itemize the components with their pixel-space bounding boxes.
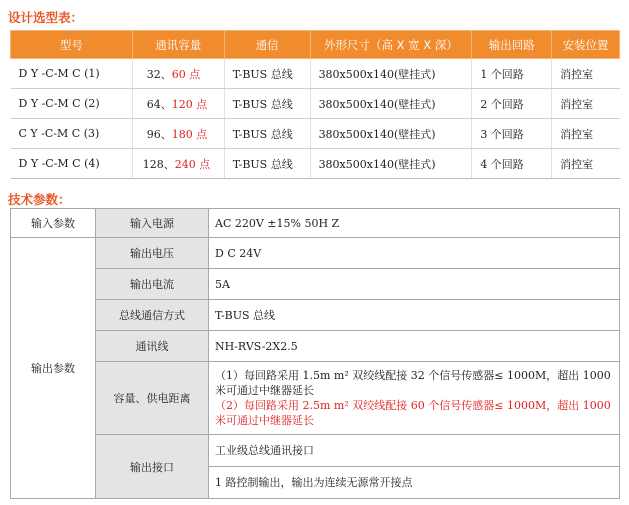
params-table	[10, 208, 620, 499]
capacity-base: 32、	[146, 67, 172, 81]
row-loops: 2 个回路	[472, 89, 552, 119]
row-comm: T-BUS 总线	[224, 119, 310, 149]
bus-mode-value: T-BUS 总线	[209, 300, 620, 331]
output-group-label: 输出参数	[11, 238, 96, 499]
table-row	[11, 149, 620, 179]
input-group-label: 输入参数	[11, 209, 96, 238]
comm-line-value: NH-RVS-2X2.5	[209, 331, 620, 362]
row-comm: T-BUS 总线	[224, 89, 310, 119]
input-power-key: 输入电源	[96, 209, 209, 238]
header-capacity: 通讯容量	[132, 31, 224, 59]
header-comm: 通信	[224, 31, 310, 59]
header-size: 外形尺寸（高 X 宽 X 深）	[310, 31, 472, 59]
row-capacity	[132, 119, 224, 149]
capacity-note-1: （1）每回路采用 1.5m m² 双绞线配接 32 个信号传感器≤ 1000M，超出 1000 米可通过中继器延长	[215, 369, 611, 397]
row-loops: 3 个回路	[472, 119, 552, 149]
row-capacity	[132, 59, 224, 89]
selection-table	[10, 30, 620, 179]
input-power-value: AC 220V ±15% 50H Z	[209, 209, 620, 238]
capacity-base: 96、	[146, 127, 172, 141]
row-location: 消控室	[552, 89, 620, 119]
header-model: 型号	[11, 31, 133, 59]
capacity-note-2: （2）每回路采用 2.5m m² 双绞线配接 60 个信号传感器≤ 1000M，超出 1000 米可通过中继器延长	[215, 399, 611, 427]
capacity-max: 60 点	[171, 67, 201, 81]
row-model: D Y -C-M C (2)	[11, 89, 133, 119]
capacity-max: 240 点	[174, 157, 211, 171]
row-capacity	[132, 149, 224, 179]
row-size: 380x500x140(壁挂式)	[310, 149, 472, 179]
row-location: 消控室	[552, 119, 620, 149]
out-voltage-key: 输出电压	[96, 238, 209, 269]
row-loops: 4 个回路	[472, 149, 552, 179]
out-current-key: 输出电流	[96, 269, 209, 300]
table-row	[11, 119, 620, 149]
header-loops: 输出回路	[472, 31, 552, 59]
row-loops: 1 个回路	[472, 59, 552, 89]
capacity-max: 180 点	[171, 127, 208, 141]
table-row	[11, 59, 620, 89]
selection-header-row	[11, 31, 620, 59]
row-model: C Y -C-M C (3)	[11, 119, 133, 149]
capacity-key: 容量、供电距离	[96, 362, 209, 435]
row-size: 380x500x140(壁挂式)	[310, 89, 472, 119]
capacity-base: 128、	[142, 157, 175, 171]
out-iface-value-2: 1 路控制输出，输出为连续无源常开接点	[209, 467, 620, 499]
out-iface-value-1: 工业级总线通讯接口	[209, 435, 620, 467]
table-row	[11, 89, 620, 119]
header-location: 安装位置	[552, 31, 620, 59]
row-capacity	[132, 89, 224, 119]
comm-line-key: 通讯线	[96, 331, 209, 362]
out-iface-key: 输出接口	[96, 435, 209, 499]
row-size: 380x500x140(壁挂式)	[310, 119, 472, 149]
row-location: 消控室	[552, 149, 620, 179]
out-voltage-value: D C 24V	[209, 238, 620, 269]
bus-mode-key: 总线通信方式	[96, 300, 209, 331]
row-comm: T-BUS 总线	[224, 59, 310, 89]
row-model: D Y -C-M C (4)	[11, 149, 133, 179]
capacity-base: 64、	[146, 97, 172, 111]
row-comm: T-BUS 总线	[224, 149, 310, 179]
row-model: D Y -C-M C (1)	[11, 59, 133, 89]
selection-table-title: 设计选型表：	[8, 10, 84, 25]
capacity-max: 120 点	[171, 97, 208, 111]
row-location: 消控室	[552, 59, 620, 89]
out-current-value: 5A	[209, 269, 620, 300]
params-table-title: 技术参数：	[8, 192, 71, 207]
row-size: 380x500x140(壁挂式)	[310, 59, 472, 89]
capacity-value	[209, 362, 620, 435]
